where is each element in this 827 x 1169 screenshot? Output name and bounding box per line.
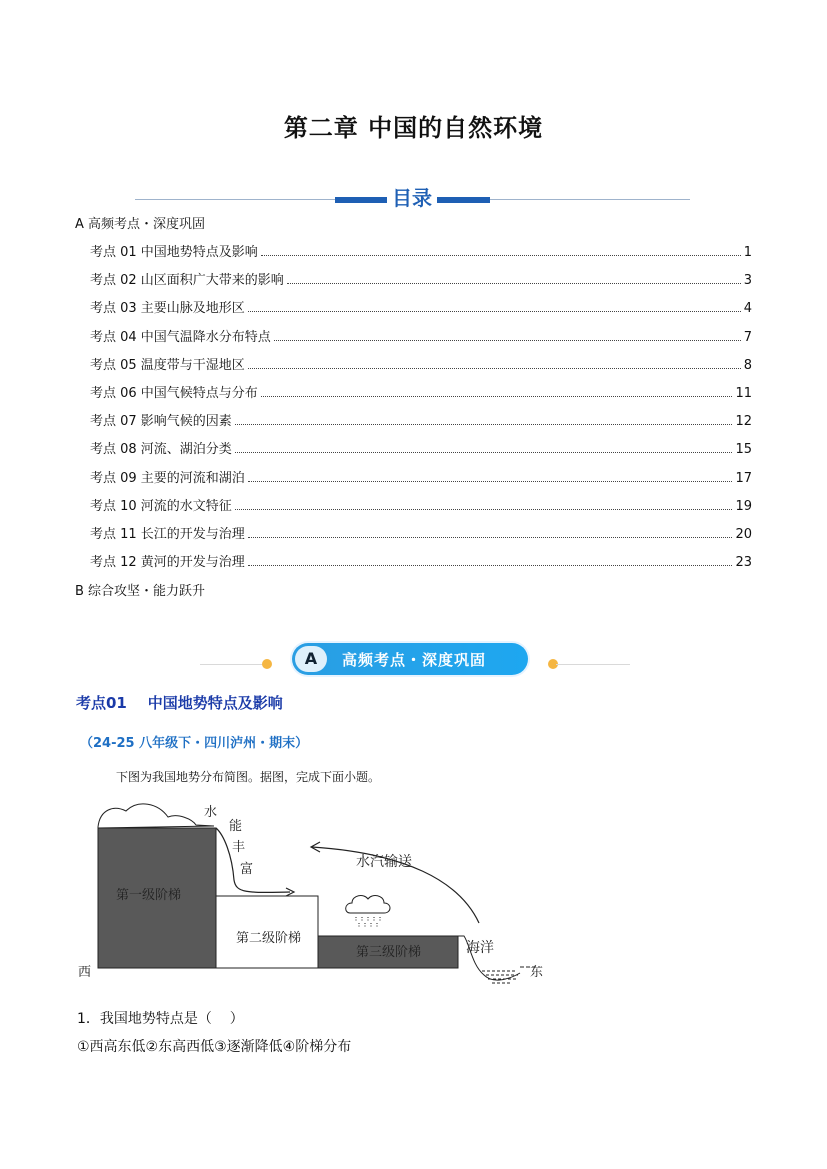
toc-item-title: 山区面积广大带来的影响	[140, 273, 284, 289]
toc-item-title: 温度带与干湿地区	[140, 357, 245, 373]
toc-item-number: 考点 04	[90, 329, 137, 345]
toc-item-title: 影响气候的因素	[140, 414, 232, 430]
banner-line-right	[556, 664, 630, 665]
toc-item-page: 19	[735, 498, 752, 514]
label-west: 西	[78, 965, 92, 980]
toc-item[interactable]	[90, 355, 752, 373]
toc-item-title: 黄河的开发与治理	[140, 555, 245, 571]
cloud-icon	[346, 896, 390, 913]
toc-item-number: 考点 07	[90, 414, 137, 430]
toc-item-page: 3	[743, 273, 752, 289]
toc-item-number: 考点 03	[90, 301, 137, 317]
toc-item[interactable]	[90, 383, 752, 401]
label-east: 东	[530, 965, 544, 980]
toc-item-number: 考点 10	[90, 498, 137, 514]
toc-item-number: 考点 09	[90, 470, 137, 486]
toc-item-number: 考点 08	[90, 442, 137, 458]
toc-item-number: 考点 12	[90, 555, 137, 571]
toc-item-title: 主要山脉及地形区	[140, 301, 245, 317]
toc-item[interactable]	[90, 242, 752, 260]
banner-line-left	[200, 664, 270, 665]
toc-item-page: 4	[743, 301, 752, 317]
toc-item-page: 20	[735, 527, 752, 542]
toc-item[interactable]	[90, 496, 752, 514]
toc-leader-dots	[248, 311, 741, 312]
toc-item-page: 23	[735, 555, 752, 571]
toc-item-number: 考点 11	[90, 527, 137, 542]
toc-leader-dots	[248, 368, 741, 369]
toc-leader-dots	[235, 424, 733, 425]
toc-item-page: 8	[743, 357, 752, 373]
section-heading: 考点01 中国地势特点及影响	[76, 694, 283, 712]
question-intro: 下图为我国地势分布简图。据图，完成下面小题。	[116, 770, 381, 784]
toc-item-title: 中国地势特点及影响	[140, 245, 258, 260]
toc-leader-dots	[287, 283, 741, 284]
toc-bar-right	[435, 197, 490, 203]
banner-letter: A	[295, 646, 327, 672]
toc-item-title: 河流的水文特征	[140, 498, 232, 514]
toc-item-page: 11	[735, 386, 752, 401]
toc-leader-dots	[248, 565, 733, 566]
toc-item[interactable]	[90, 439, 752, 457]
toc-section-a[interactable]: A 高频考点・深度巩固	[75, 217, 206, 232]
toc-item-title: 中国气候特点与分布	[140, 386, 258, 401]
toc-item-title: 河流、湖泊分类	[140, 442, 232, 458]
toc-leader-dots	[235, 452, 733, 453]
toc-item-title: 主要的河流和湖泊	[140, 470, 245, 486]
question-options: ①西高东低②东高西低③逐渐降低④阶梯分布	[77, 1039, 352, 1055]
label-vapor: 水汽输送	[356, 854, 412, 870]
toc-item-number: 考点 06	[90, 386, 137, 401]
toc-item[interactable]	[90, 270, 752, 288]
toc-bar-left	[335, 197, 390, 203]
toc-item[interactable]	[90, 552, 752, 570]
question-stem: 1．我国地势特点是（ ）	[77, 1011, 244, 1027]
label-water-energy-0: 水	[204, 805, 218, 820]
terrain-diagram	[74, 795, 554, 985]
label-water-energy-3: 富	[240, 862, 254, 877]
toc-item-page: 1	[743, 245, 752, 260]
toc-leader-dots	[248, 481, 733, 482]
toc-item[interactable]	[90, 327, 752, 345]
question-source: （24-25 八年级下・四川泸州・期末）	[80, 736, 309, 751]
toc-leader-dots	[274, 340, 741, 341]
label-step2: 第二级阶梯	[236, 931, 302, 946]
toc-section-b[interactable]: B 综合攻坚・能力跃升	[75, 584, 206, 599]
banner-dot-left	[262, 659, 272, 669]
toc-item[interactable]	[90, 524, 752, 542]
label-ocean: 海洋	[466, 940, 494, 956]
section-banner	[200, 640, 630, 680]
toc-leader-dots	[261, 396, 733, 397]
toc-item-title: 长江的开发与治理	[140, 527, 245, 542]
toc-item-page: 12	[735, 414, 752, 430]
toc-item-number: 考点 01	[90, 245, 137, 260]
toc-item[interactable]	[90, 468, 752, 486]
toc-item-number: 考点 05	[90, 357, 137, 373]
toc-item-page: 7	[743, 329, 752, 345]
page-title: 第二章 中国的自然环境	[283, 114, 544, 142]
toc-item-page: 15	[735, 442, 752, 458]
toc-leader-dots	[248, 537, 733, 538]
toc-item-number: 考点 02	[90, 273, 137, 289]
label-step1: 第一级阶梯	[116, 888, 182, 903]
rain-icon	[356, 917, 380, 927]
label-water-energy-2: 丰	[232, 840, 246, 855]
toc-leader-dots	[235, 509, 733, 510]
banner-title: 高频考点・深度巩固	[342, 651, 487, 669]
label-water-energy-1: 能	[229, 819, 243, 834]
toc-leader-dots	[261, 255, 741, 256]
toc-item-page: 17	[735, 470, 752, 486]
slope-1	[216, 828, 290, 892]
snowcap	[98, 804, 214, 828]
toc-item-title: 中国气温降水分布特点	[140, 329, 271, 345]
label-step3: 第三级阶梯	[356, 945, 422, 960]
toc-header	[135, 182, 690, 212]
toc-heading: 目录	[387, 182, 437, 211]
toc-item[interactable]	[90, 411, 752, 429]
toc-item[interactable]	[90, 298, 752, 316]
